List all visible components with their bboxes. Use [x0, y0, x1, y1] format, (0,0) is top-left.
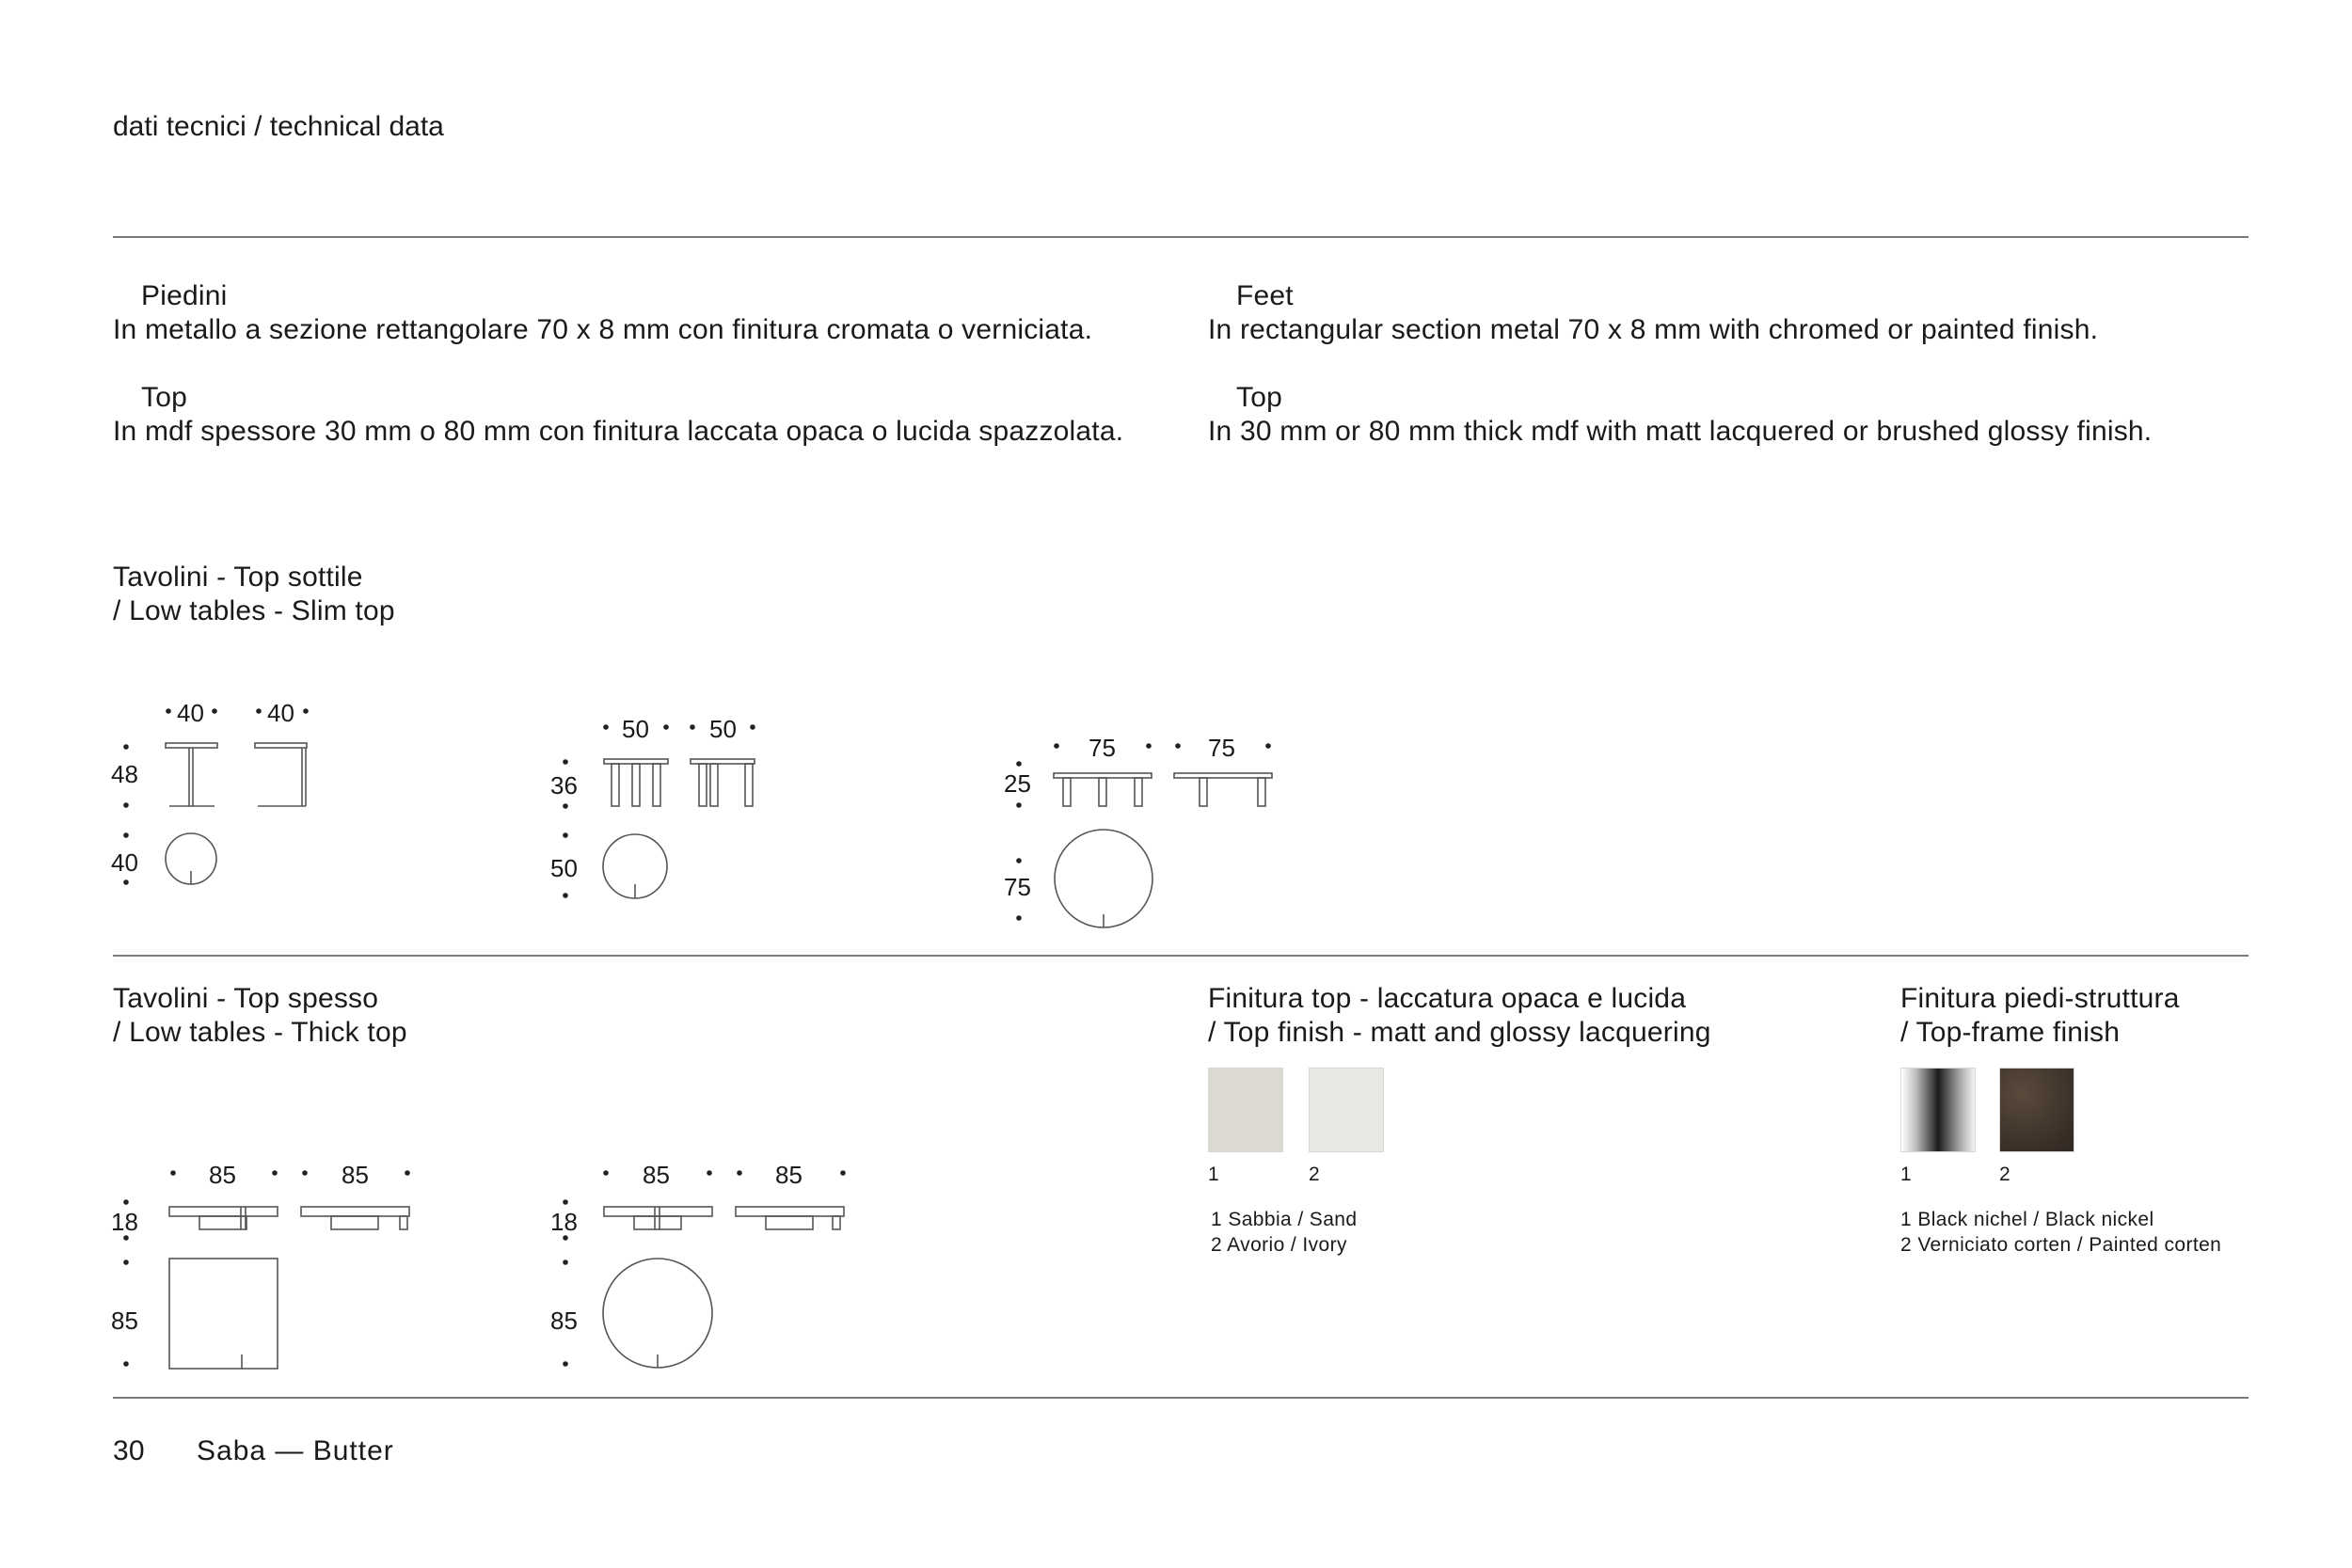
thick-section-subtitle: / Low tables - Thick top — [113, 1017, 407, 1048]
page-title: dati tecnici / technical data — [113, 111, 444, 142]
dim-slim-2-height: 36 — [550, 771, 578, 800]
drawing-slim-75-plan — [1055, 830, 1152, 927]
spec-top-text-it: In mdf spessore 30 mm o 80 mm con finitura laccata opaca o lucida spazzolata. — [113, 416, 1124, 447]
drawing-thick-square-front — [169, 1207, 278, 1229]
dim-thick-2-size: 85 — [550, 1307, 578, 1335]
dim-slim-2-width-b: 50 — [709, 715, 737, 743]
top-finish-legend-2: 2 Avorio / Ivory — [1211, 1234, 1347, 1256]
top-finish-legend-1: 1 Sabbia / Sand — [1211, 1209, 1358, 1230]
dim-thick-1-size: 85 — [111, 1307, 138, 1335]
dim-slim-3-height: 25 — [1004, 769, 1031, 798]
drawing-slim-40-side — [255, 743, 307, 806]
dim-slim-3-width-b: 75 — [1208, 734, 1235, 762]
slim-section-title: Tavolini - Top sottile — [113, 562, 363, 593]
dim-thick-2-height: 18 — [550, 1208, 578, 1236]
dim-slim-3-width-a: 75 — [1089, 734, 1116, 762]
drawing-thick-round-front — [604, 1207, 712, 1229]
thick-section-title: Tavolini - Top spesso — [113, 983, 379, 1014]
dim-thick-1-height: 18 — [111, 1208, 138, 1236]
dim-slim-1-diameter: 40 — [111, 848, 138, 877]
dim-slim-1-width-a: 40 — [177, 699, 204, 727]
frame-finish-legend-2: 2 Verniciato corten / Painted corten — [1900, 1234, 2222, 1256]
dim-thick-2-width-b: 85 — [775, 1161, 803, 1189]
dim-slim-1-height: 48 — [111, 760, 138, 788]
drawing-thick-round-side — [736, 1207, 844, 1229]
swatch-corten-number: 2 — [1999, 1164, 2011, 1185]
swatch-sabbia — [1208, 1068, 1283, 1152]
drawing-thick-square-side — [301, 1207, 409, 1229]
top-finish-subtitle: / Top finish - matt and glossy lacquering — [1208, 1017, 1711, 1048]
top-finish-title: Finitura top - laccatura opaca e lucida — [1208, 983, 1687, 1014]
dim-thick-1-width-a: 85 — [209, 1161, 236, 1189]
frame-finish-legend-1: 1 Black nichel / Black nickel — [1900, 1209, 2154, 1230]
dim-slim-3-diameter: 75 — [1004, 873, 1031, 901]
dim-slim-1-width-b: 40 — [267, 699, 294, 727]
dim-slim-2-diameter: 50 — [550, 854, 578, 882]
spec-top-text-en: In 30 mm or 80 mm thick mdf with matt lacquered or brushed glossy finish. — [1208, 416, 2153, 447]
dim-thick-1-width-b: 85 — [342, 1161, 369, 1189]
swatch-corten — [1999, 1068, 2074, 1152]
drawing-slim-40-front — [166, 743, 217, 806]
frame-finish-subtitle: / Top-frame finish — [1900, 1017, 2121, 1048]
spec-top-title-en: Top — [1236, 382, 1282, 413]
swatch-black-nickel — [1900, 1068, 1976, 1152]
spec-feet-text-it: In metallo a sezione rettangolare 70 x 8 mm con finitura cromata o verniciata. — [113, 314, 1093, 345]
footer-title: Saba — Butter — [197, 1435, 394, 1466]
swatch-black-nickel-number: 1 — [1900, 1164, 1913, 1185]
swatch-avorio-number: 2 — [1309, 1164, 1321, 1185]
drawing-thick-square-plan — [169, 1259, 278, 1369]
swatch-avorio — [1309, 1068, 1384, 1152]
frame-finish-title: Finitura piedi-struttura — [1900, 983, 2180, 1014]
drawing-thick-round-plan — [603, 1259, 712, 1368]
dim-thick-2-width-a: 85 — [643, 1161, 670, 1189]
spec-feet-title-it: Piedini — [141, 280, 228, 311]
page-number: 30 — [113, 1435, 145, 1466]
drawing-slim-75-side — [1174, 773, 1272, 806]
drawing-slim-50-side — [691, 759, 755, 806]
divider-middle — [113, 955, 2249, 957]
dim-slim-2-width-a: 50 — [622, 715, 649, 743]
spec-feet-text-en: In rectangular section metal 70 x 8 mm with chromed or painted finish. — [1208, 314, 2099, 345]
spec-feet-title-en: Feet — [1236, 280, 1294, 311]
spec-top-title-it: Top — [141, 382, 187, 413]
swatch-sabbia-number: 1 — [1208, 1164, 1220, 1185]
drawing-slim-75-front — [1054, 773, 1152, 806]
drawing-slim-50-front — [604, 759, 668, 806]
divider-bottom — [113, 1397, 2249, 1399]
slim-section-subtitle: / Low tables - Slim top — [113, 595, 395, 626]
